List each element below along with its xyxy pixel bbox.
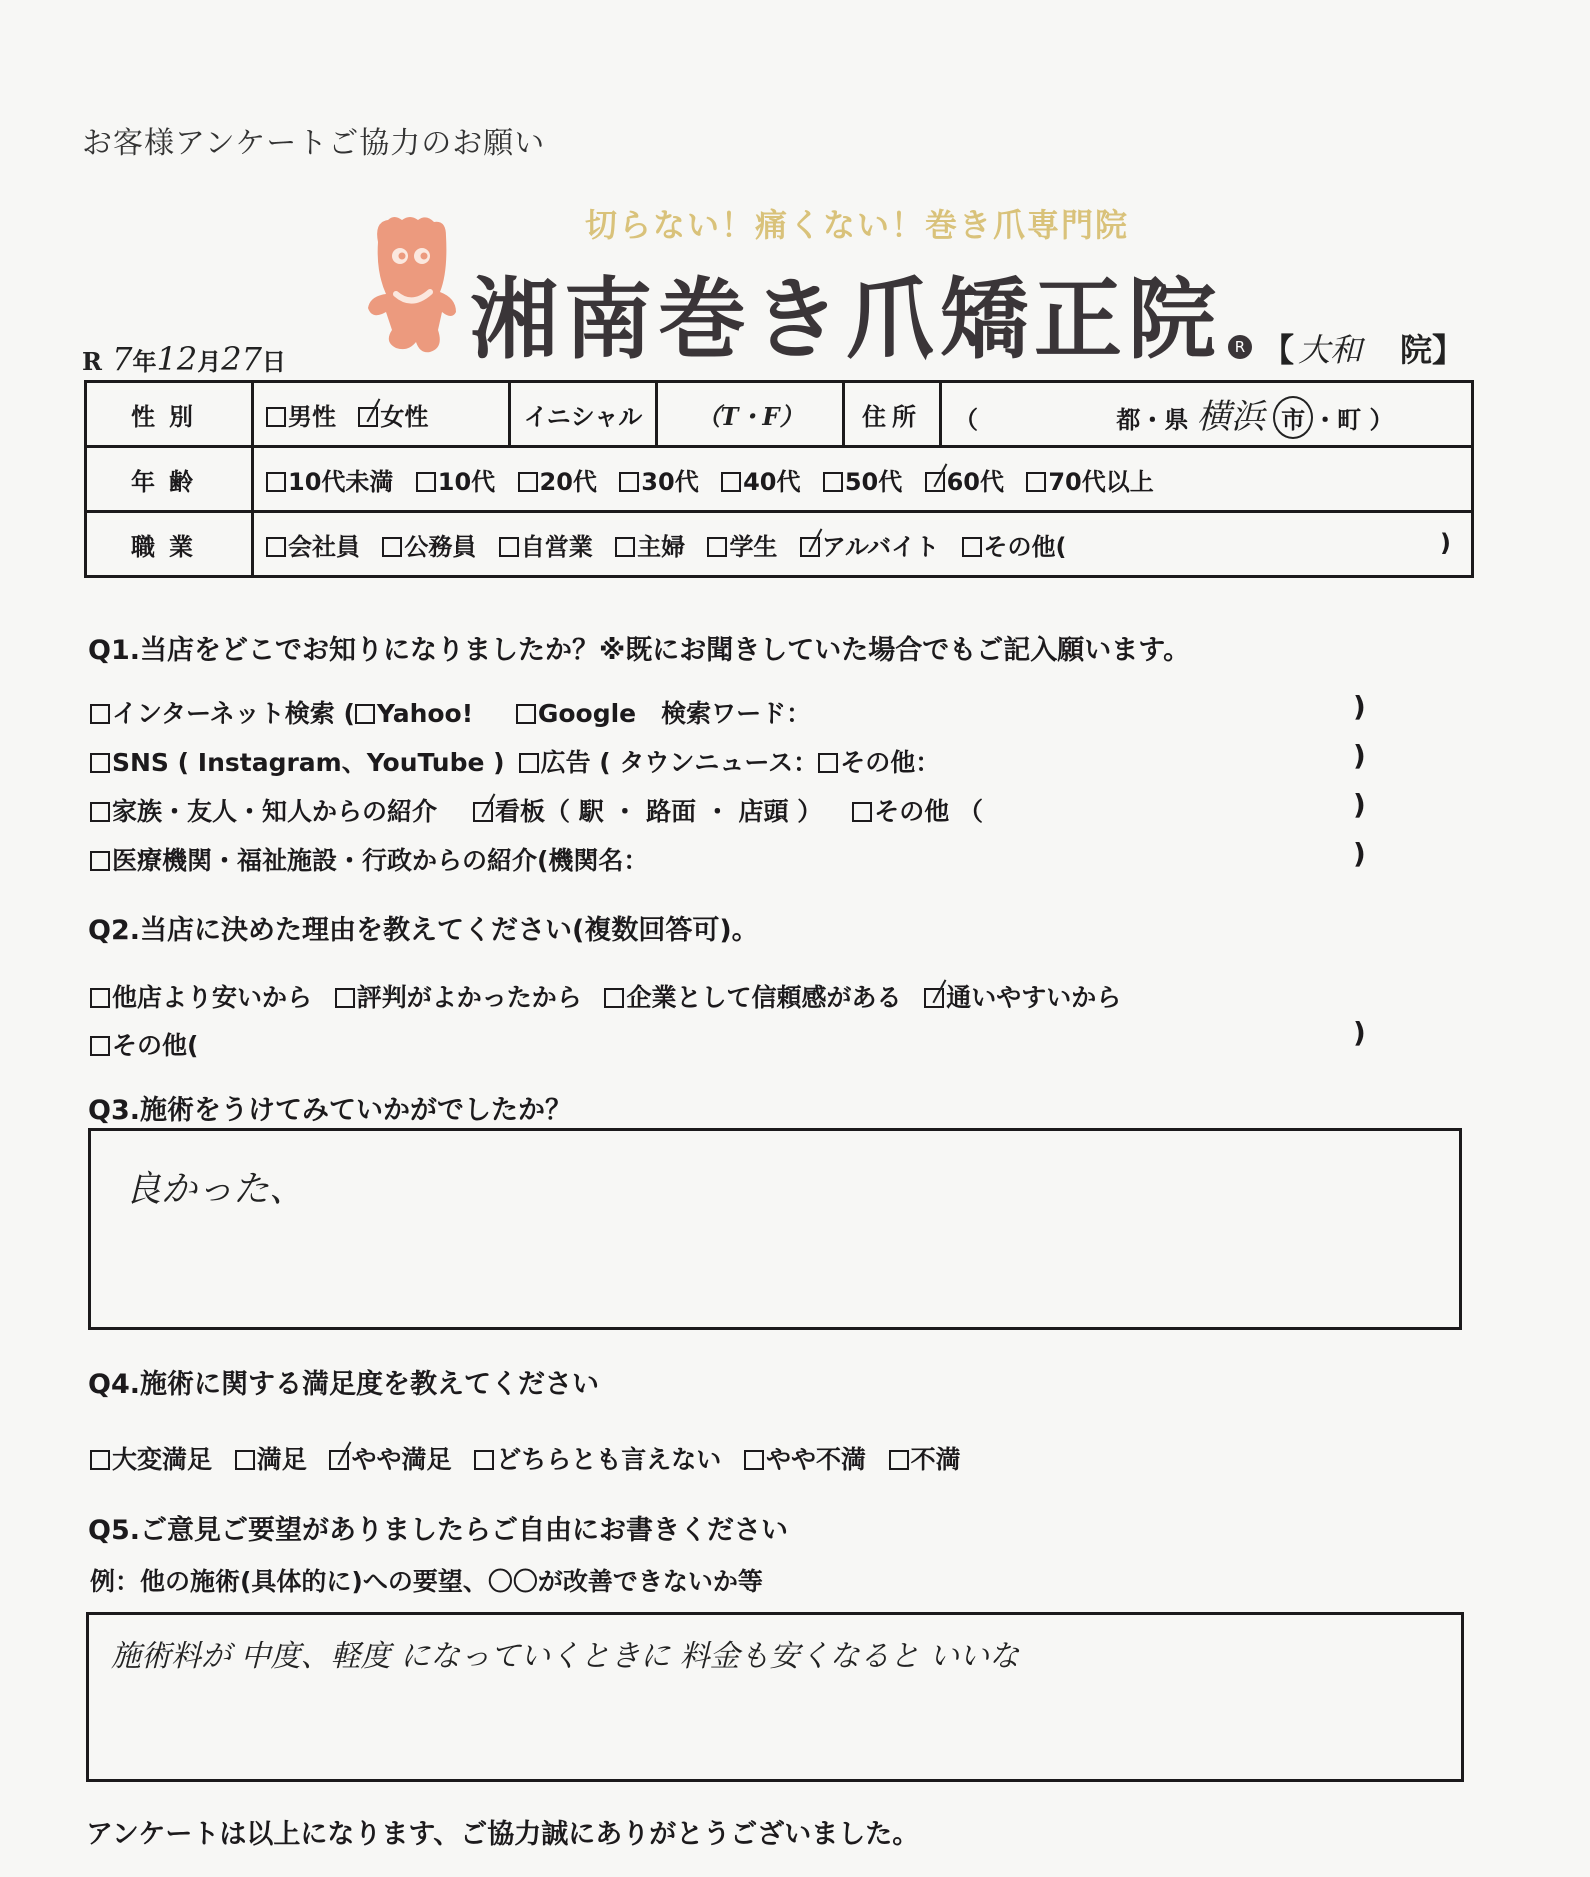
- address-value[interactable]: [941, 382, 1473, 447]
- checkbox-icon[interactable]: [516, 704, 536, 724]
- option-label: 70代以上: [1048, 467, 1154, 496]
- q1-row-medical: [90, 841, 648, 877]
- age-option[interactable]: [619, 468, 698, 496]
- address-town-label: ・町: [1313, 406, 1362, 434]
- age-option[interactable]: [1026, 468, 1153, 496]
- q3-title: Q3.施術をうけてみていかがでしたか？: [88, 1095, 572, 1126]
- option-label: その他(: [983, 532, 1067, 561]
- occupation-options: [253, 512, 1473, 577]
- checkbox-icon[interactable]: [266, 407, 286, 427]
- gender-row: [86, 382, 1473, 447]
- option-label: 企業として信頼感がある: [626, 983, 902, 1012]
- checkbox-icon[interactable]: [90, 1450, 110, 1470]
- date-era: R: [82, 347, 102, 376]
- option-label: 60代: [946, 467, 1004, 496]
- branch-name: [1262, 325, 1464, 371]
- checkbox-icon[interactable]: [818, 753, 838, 773]
- checked-checkbox-icon[interactable]: [329, 1450, 349, 1470]
- option-label: 医療機関・福祉施設・行政からの紹介(機関名：: [112, 846, 649, 875]
- option-label: 家族・友人・知人からの紹介: [112, 797, 438, 826]
- foot-mascot-icon: [360, 212, 470, 362]
- checkbox-icon[interactable]: [962, 537, 982, 557]
- option-label: インターネット検索 (: [112, 699, 355, 728]
- checkbox-icon[interactable]: [721, 472, 741, 492]
- occupation-option[interactable]: [499, 533, 593, 561]
- checkbox-icon[interactable]: [235, 1450, 255, 1470]
- option-label: 会社員: [288, 532, 360, 561]
- q1-row-internet: [90, 694, 811, 730]
- checkbox-icon[interactable]: [499, 537, 519, 557]
- q1-other-option[interactable]: [852, 797, 983, 826]
- checkbox-icon[interactable]: [90, 753, 110, 773]
- q1-yahoo-option[interactable]: [355, 699, 473, 728]
- gender-female-option[interactable]: [358, 403, 428, 431]
- option-label: 20代: [539, 467, 597, 496]
- option-label: 大変満足: [112, 1445, 213, 1474]
- option-label: どちらとも言えない: [496, 1445, 722, 1474]
- q1-internet-option[interactable]: [90, 699, 355, 728]
- checkbox-icon[interactable]: [355, 704, 375, 724]
- occupation-option[interactable]: [615, 533, 685, 561]
- checkbox-icon[interactable]: [707, 537, 727, 557]
- occupation-option[interactable]: [382, 533, 476, 561]
- occupation-label: 職業: [86, 512, 253, 577]
- option-label: 満足: [256, 1445, 307, 1474]
- branch-suffix: 院】: [1400, 331, 1465, 369]
- q3-answer-box[interactable]: [88, 1128, 1462, 1330]
- age-option[interactable]: [266, 468, 393, 496]
- occupation-option[interactable]: [266, 533, 360, 561]
- q4-title: Q4.施術に関する満足度を教えてください: [88, 1369, 599, 1400]
- address-label: 住所: [844, 382, 941, 447]
- q4-options-row: [90, 1440, 975, 1476]
- gender-male-option[interactable]: [266, 403, 336, 431]
- option-label: 10代未満: [288, 467, 394, 496]
- q2-options-row: [90, 978, 1135, 1014]
- option-label: 学生: [729, 532, 778, 561]
- option-label: 自営業: [520, 532, 593, 561]
- address-open-paren: （: [954, 406, 978, 434]
- option-label: その他(: [112, 1031, 199, 1060]
- option-label: やや満足: [351, 1445, 452, 1474]
- q4-somewhat-dissatisfied-option[interactable]: [744, 1445, 866, 1474]
- initials-label: イニシャル: [510, 382, 657, 447]
- close-paren: ): [1353, 739, 1366, 772]
- q4-satisfied-option[interactable]: [235, 1445, 307, 1474]
- gender-label: 性別: [86, 382, 253, 447]
- option-label: SNS ( Instagram、YouTube ): [112, 748, 505, 777]
- q1-google-option[interactable]: [516, 699, 811, 728]
- address-close-paren: ）: [1369, 406, 1394, 434]
- option-label: 通いやすいから: [946, 983, 1122, 1012]
- age-option[interactable]: [823, 468, 902, 496]
- date-day-label: 日: [261, 347, 286, 376]
- q1-family-referral-option[interactable]: [90, 797, 437, 826]
- age-option-60s[interactable]: [925, 468, 1004, 496]
- date-day: 27: [221, 340, 262, 378]
- checkbox-icon[interactable]: [90, 704, 110, 724]
- q1-ad-other-option[interactable]: [818, 748, 940, 777]
- close-paren: ): [1353, 837, 1366, 870]
- checked-checkbox-icon[interactable]: [358, 407, 378, 427]
- q5-answer-box[interactable]: [86, 1612, 1464, 1782]
- option-label: 50代: [844, 467, 903, 496]
- option-label: 10代: [437, 467, 496, 496]
- checkbox-icon[interactable]: [519, 753, 539, 773]
- option-label: その他：: [840, 748, 941, 777]
- q1-row-referral: [90, 792, 983, 828]
- checkbox-icon[interactable]: [889, 1450, 909, 1470]
- checkbox-icon[interactable]: [416, 472, 436, 492]
- checkbox-icon[interactable]: [518, 472, 538, 492]
- option-label: 40代: [743, 467, 801, 496]
- survey-request-title: お客様アンケートご協力のお願い: [82, 126, 546, 161]
- q2-trust-option[interactable]: [604, 983, 901, 1012]
- q1-signboard-option[interactable]: [473, 797, 822, 826]
- checkbox-icon[interactable]: [744, 1450, 764, 1470]
- option-label: 30代: [641, 467, 699, 496]
- q1-ad-option[interactable]: [519, 748, 819, 777]
- option-label: 女性: [380, 402, 429, 431]
- checkbox-icon[interactable]: [619, 472, 639, 492]
- date-field: [82, 340, 286, 378]
- q2-reputation-option[interactable]: [335, 983, 582, 1012]
- q2-other-row: [90, 1026, 198, 1062]
- close-paren: ): [1353, 690, 1366, 723]
- age-option[interactable]: [721, 468, 800, 496]
- occupation-option-other[interactable]: [962, 533, 1067, 561]
- option-label: Google 検索ワード：: [537, 699, 812, 728]
- option-label: その他 （: [874, 797, 983, 826]
- checkbox-icon[interactable]: [90, 1036, 110, 1056]
- option-label: 公務員: [404, 532, 477, 561]
- q3-answer-text: 良かった、: [125, 1169, 306, 1210]
- age-row: [86, 447, 1473, 512]
- checkbox-icon[interactable]: [474, 1450, 494, 1470]
- q2-title: Q2.当店に決めた理由を教えてください(複数回答可)。: [88, 915, 759, 946]
- checkbox-icon[interactable]: [266, 472, 286, 492]
- checkbox-icon[interactable]: [615, 537, 635, 557]
- option-label: 主婦: [637, 532, 686, 561]
- clinic-brand-name: 湘南巻き爪矯正院: [470, 268, 1223, 371]
- checked-checkbox-icon[interactable]: [925, 472, 945, 492]
- checkbox-icon[interactable]: [335, 988, 355, 1008]
- q1-title: Q1.当店をどこでお知りになりましたか？※既にお聞きしていた場合でもご記入願います。: [88, 635, 1191, 666]
- checked-checkbox-icon[interactable]: [473, 802, 493, 822]
- address-city-circled: 市: [1273, 396, 1313, 439]
- checkbox-icon[interactable]: [90, 988, 110, 1008]
- age-options: [253, 447, 1473, 512]
- initials-value[interactable]: （T・F）: [657, 382, 844, 447]
- option-label: 広告 ( タウンニュース：: [540, 748, 819, 777]
- checkbox-icon[interactable]: [90, 802, 110, 822]
- registered-mark-icon: R: [1228, 335, 1252, 359]
- q5-answer-text: 施術料が 中度、軽度 になっていくときに 料金も安くなると いいな: [111, 1639, 1020, 1674]
- option-label: やや不満: [765, 1445, 866, 1474]
- occupation-option-parttime[interactable]: [800, 533, 939, 561]
- q2-other-option[interactable]: [90, 1031, 198, 1060]
- date-month: 12: [156, 340, 198, 378]
- branch-open-bracket: 【: [1262, 331, 1295, 369]
- occupation-close-paren: ): [1440, 529, 1451, 557]
- option-label: 男性: [288, 402, 336, 431]
- thank-you-message: アンケートは以上になります、ご協力誠にありがとうございました。: [86, 1819, 920, 1850]
- q1-medical-referral-option[interactable]: [90, 846, 648, 875]
- date-year: 7: [112, 340, 133, 378]
- checkbox-icon[interactable]: [852, 802, 872, 822]
- occupation-row: [86, 512, 1473, 577]
- option-label: 不満: [910, 1445, 961, 1474]
- checkbox-icon[interactable]: [604, 988, 624, 1008]
- checkbox-icon[interactable]: [1026, 472, 1046, 492]
- q4-somewhat-satisfied-option[interactable]: [329, 1445, 451, 1474]
- q1-sns-option[interactable]: [90, 748, 505, 777]
- age-label: 年齢: [86, 447, 253, 512]
- q2-convenient-option[interactable]: [924, 983, 1121, 1012]
- q4-very-satisfied-option[interactable]: [90, 1445, 212, 1474]
- address-prefecture-label: 都・県: [1116, 406, 1189, 434]
- checkbox-icon[interactable]: [266, 537, 286, 557]
- age-option[interactable]: [518, 468, 597, 496]
- checkbox-icon[interactable]: [90, 851, 110, 871]
- age-option[interactable]: [416, 468, 495, 496]
- checked-checkbox-icon[interactable]: [924, 988, 944, 1008]
- q5-example: 例：他の施術(具体的に)への要望、〇〇が改善できないか等: [90, 1567, 763, 1596]
- q4-neutral-option[interactable]: [474, 1445, 721, 1474]
- date-month-label: 月: [197, 347, 222, 376]
- checkbox-icon[interactable]: [382, 537, 402, 557]
- close-paren: ): [1353, 1016, 1366, 1049]
- q4-dissatisfied-option[interactable]: [889, 1445, 961, 1474]
- q5-title: Q5.ご意見ご要望がありましたらご自由にお書きください: [88, 1515, 788, 1546]
- gender-options: [253, 382, 510, 447]
- occupation-option[interactable]: [707, 533, 777, 561]
- option-label: 評判がよかったから: [356, 983, 582, 1012]
- option-label: 他店より安いから: [112, 983, 313, 1012]
- tagline: 切らない！痛くない！巻き爪専門院: [585, 206, 1130, 244]
- branch-handwritten: 大和: [1298, 331, 1363, 369]
- option-label: アルバイト: [821, 532, 940, 561]
- checked-checkbox-icon[interactable]: [800, 537, 820, 557]
- address-city-handwritten: 横浜: [1196, 397, 1265, 437]
- q2-cheaper-option[interactable]: [90, 983, 312, 1012]
- option-label: Yahoo!: [376, 699, 474, 728]
- close-paren: ): [1353, 788, 1366, 821]
- option-label: 看板（ 駅 ・ 路面 ・ 店頭 ）: [495, 797, 823, 826]
- date-year-label: 年: [132, 347, 157, 376]
- respondent-info-table: [84, 380, 1474, 578]
- checkbox-icon[interactable]: [823, 472, 843, 492]
- q1-row-sns: [90, 743, 940, 779]
